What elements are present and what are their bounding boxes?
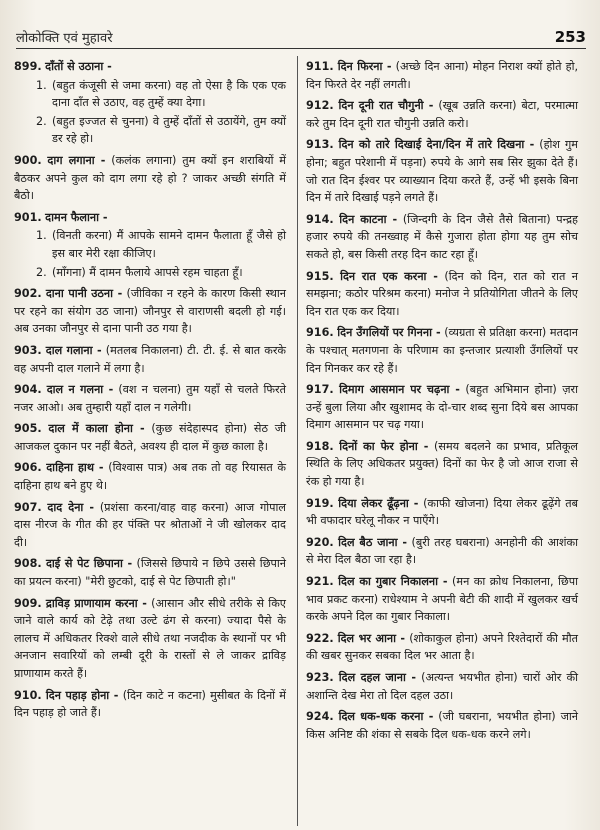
idiom-entry [306,324,578,377]
idiom-meaning: (अच्छे दिन आना) मोहन निराश क्यों होते हो, दिन फिरते देर नहीं लगती। [306,60,579,91]
idiom-meaning: (समय बदलने का प्रभाव, प्रतिकूल स्थिति के लिए अधिकतर प्रयुक्त) दिनों का फेर है जो आज राजा से रंक हो गया है। [306,439,578,489]
idiom-headword: दिल धक-धक करना - [338,710,434,724]
idiom-entry [14,420,286,455]
idiom-meaning: (आसान और सीधे तरीके से किए जाने वाले कार्य को टेढ़े तथा उल्टे ढंग से करना) ज्यादा पैसे के लालच में अधिकतर रिक्शे वाले सीधे तथा नजदीक के स्थानों पर भी अनजान सवारियों को लम्बी दूरी के रास्तों से ले जाकर द्राविड़ प्राणायाम करते हैं। [14,596,286,680]
entry-number: 918. [306,439,334,453]
idiom-headword: द्राविड़ प्राणायाम करना - [45,596,147,610]
entry-number: 915. [306,269,334,283]
idiom-meaning: (खूब उन्नति करना) बेटा, परमात्मा करे तुम दिन दूनी रात चौगुनी उन्नति करो। [306,99,579,130]
idiom-entry [14,499,286,552]
idiom-meaning: (बुरी तरह घबराना) अनहोनी की आशंका से मेरा दिल बैठा जा रहा है। [306,535,578,567]
idiom-headword: दाई से पेट छिपाना - [45,557,133,571]
idiom-entry [14,595,286,683]
idiom-entry [14,687,286,722]
idiom-meaning: (वश न चलना) तुम यहाँ से चलते फिरते नजर आओ। अब तुम्हारी यहाँ दाल न गलेगी। [14,383,286,414]
idiom-entry [306,534,578,569]
sense-text: (बहुत इज्जत से चुनना) वे तुम्हें दाँतों से उठायेंगे, तुम क्यों डर रहे हो। [52,114,286,146]
idiom-entry [14,555,286,590]
entry-number: 912. [306,99,334,113]
idiom-headword: दिल बैठ जाना - [338,535,408,549]
idiom-meaning: (दिन को दिन, रात को रात न समझना; कठोर परिश्रम करना) मनोज ने प्रतियोगिता जीतने के लिए दिन रात एक कर दिया। [306,269,578,318]
page-number: 253 [554,28,586,46]
sense-text: (बहुत कंजूसी से जमा करना) वह तो ऐसा है कि एक एक दाना दाँत से उठाए, वह तुम्हें क्या देगा। [52,78,286,110]
idiom-meaning: (होश गुम होना; बहुत परेशानी में पड़ना) रुपये के आगे सब सिर झुका देते हैं। जो रात दिन ईश्वर पर व्याख्यान दिया करते हैं, उन्हें भी इसके बिना दिन में तारे दिखाई पड़ने लगते हैं। [306,138,578,205]
sense-text: (माँगना) मैं दामन फैलाये आपसे रहम चाहता हूँ। [52,265,243,279]
idiom-headword: दाँतों से उठाना - [45,60,112,73]
entry-number: 904. [14,383,42,397]
idiom-headword: दिनों का फेर होना - [339,439,429,453]
entry-number: 924. [306,710,334,724]
idiom-entry [306,495,578,530]
sense-text: (विनती करना) मैं आपके सामने दामन फैलाता हूँ जैसे हो इस बार मेरी रक्षा कीजिए। [52,229,286,260]
idiom-entry [14,152,286,205]
idiom-sense [36,113,286,148]
idiom-entry [14,285,286,338]
left-column [14,58,286,726]
idiom-headword: दिमाग आसमान पर चढ़ना - [339,383,460,397]
idiom-headword: दाहिना हाथ - [46,461,104,475]
idiom-meaning: (विश्वास पात्र) अब तक तो वह रियासत के दाहिना हाथ बने हुए थे। [14,461,286,493]
idiom-meaning: (काफी खोजना) दिया लेकर ढूढ़ेंगे तब भी वफादार घरेलू नौकर न पाएँगे। [306,496,578,528]
idiom-entry [306,381,578,434]
entry-number: 901. [14,210,42,224]
idiom-sense [36,264,286,282]
entry-number: 899. [14,60,42,73]
idiom-headword: दिन दूनी रात चौगुनी - [338,99,434,113]
entry-number: 903. [14,343,42,357]
idiom-meaning: (व्यग्रता से प्रतिक्षा करना) मतदान के पश्चात् मतगणना के परिणाम का इन्तजार प्रत्याशी उँगलियों पर दिन गिनकर कर रहे हैं। [306,326,579,375]
idiom-headword: दाग लगाना - [47,153,106,167]
idiom-sense [36,227,286,262]
idiom-entry [14,209,286,281]
sense-number: 2. [36,265,47,279]
idiom-meaning: (मतलब निकालना) टी. टी. ई. से बात करके वह अपनी दाल गलाने में लगा है। [14,343,287,375]
entry-number: 906. [14,461,42,475]
idiom-meaning: (बहुत अभिमान होना) ज़रा उन्हें बुला लिया और खुशामद के दो-चार शब्द सुना दिये बस आपका दिमाग आसमान पर चढ़ गया। [306,383,579,432]
sense-number: 2. [36,114,47,128]
entry-number: 920. [306,535,334,549]
idiom-headword: दिन रात एक करना - [340,269,438,283]
entry-number: 907. [14,500,42,514]
idiom-entry [306,97,578,132]
idiom-entry [306,211,578,264]
idiom-entry [306,669,578,704]
idiom-headword: दिन को तारे दिखाई देना/दिन में तारे दिखना - [338,138,535,152]
entry-number: 902. [14,287,42,301]
right-column [306,58,578,747]
idiom-meaning: (जी घबराना, भयभीत होना) जाने किस अनिष्ट की शंका से सबके दिल धक-धक करने लगे। [306,710,578,741]
idiom-entry [14,58,286,148]
idiom-headword: दाल गलाना - [45,343,102,357]
entry-number: 923. [306,671,334,684]
idiom-headword: दामन फैलाना - [45,210,108,224]
entry-number: 921. [306,575,334,589]
idiom-meaning: (जिससे छिपाये न छिपे उससे छिपाने का प्रयत्न करना) "मेरी छुटको, दाई से पेट छिपाती हो।" [14,557,287,589]
idiom-meaning: (कलंक लगाना) तुम क्यों इन शराबियों में बैठकर अपने कुल को दाग लगा रहे हो ? जाकर अच्छी संगति में बैठो। [14,153,287,203]
entry-number: 908. [14,557,42,571]
idiom-headword: दाल में काला होना - [48,422,145,436]
idiom-headword: दाद देना - [47,500,95,514]
column-divider [297,56,298,826]
idiom-meaning: (प्रशंसा करना/वाह वाह करना) आज गोपाल दास नीरज के गीत की हर पंक्ति पर श्रोताओं ने जी खोलकर दाद दी। [14,500,286,549]
idiom-meaning: (कुछ संदेहास्पद होना) सेठ जी आजकल दुकान पर नहीं बैठते, अवश्य ही दाल में कुछ काला है। [14,422,286,453]
entry-number: 914. [306,212,334,226]
idiom-entry [306,136,578,206]
entry-number: 900. [14,153,42,167]
idiom-entry [14,381,286,416]
idiom-meaning: (मन का क्रोध निकालना, छिपा भाव प्रकट करना) राधेश्याम ने अपनी बेटी की शादी में खुलकर खर्च करके अपने दिल का गुबार निकाला। [306,575,579,624]
entry-number: 916. [306,326,334,340]
entry-number: 922. [306,631,334,645]
idiom-entry [306,58,578,93]
idiom-headword: दाल न गलना - [46,383,114,397]
idiom-meaning: (जीविका न रहने के कारण किसी स्थान पर रहने का संयोग उठ जाना) जौनपुर से वाराणसी बदली हो गई। अब उनका जौनपुर से दाना पानी उठ गया है। [14,287,287,336]
idiom-entry [306,573,578,626]
sense-number: 1. [36,78,47,92]
idiom-sense [36,77,286,112]
idiom-meaning: (दिन काटे न कटना) मुसीबत के दिनों में दिन पहाड़ हो जाते हैं। [14,688,286,720]
idiom-headword: दिल भर आना - [337,631,406,645]
entry-number: 909. [14,596,42,610]
idiom-headword: दिन काटना - [339,212,398,226]
entry-number: 913. [306,138,334,152]
idiom-entry [14,459,286,494]
idiom-meaning: (शोकाकुल होना) अपने रिश्तेदारों की मौत की खबर सुनकर सबका दिल भर आता है। [306,631,579,663]
entry-number: 917. [306,383,334,397]
idiom-entry [306,438,578,491]
idiom-entry [14,342,286,377]
entry-number: 911. [306,60,334,73]
entry-number: 919. [306,496,334,510]
idiom-headword: दिल दहल जाना - [338,671,416,684]
idiom-headword: दिन उँगलियों पर गिनना - [337,326,441,340]
entry-number: 910. [14,688,42,702]
idiom-meaning: (जिन्दगी के दिन जैसे तैसे बिताना) पन्द्रह हजार रुपये की तनख्वाह में कैसे गुजारा होता होगा यह तुम सोच सकते हो, बस किसी तरह दिन काट रहा हूँ। [306,212,578,261]
idiom-headword: दिन फिरना - [337,60,392,73]
idiom-headword: दिन पहाड़ होना - [45,688,119,702]
sense-number: 1. [36,229,47,243]
idiom-headword: दिया लेकर ढूँढ़ना - [338,496,419,510]
idiom-entry [306,268,578,321]
idiom-meaning: (अत्यन्त भयभीत होना) चारों ओर की अशान्ति देख मेरा तो दिल दहल उठा। [306,671,578,702]
page-header [16,26,586,49]
entry-number: 905. [14,422,42,436]
idiom-headword: दाना पानी उठना - [45,287,123,301]
running-title: लोकोक्ति एवं मुहावरे [16,31,113,46]
idiom-entry [306,708,578,743]
idiom-headword: दिल का गुबार निकालना - [338,575,448,589]
idiom-entry [306,630,578,665]
